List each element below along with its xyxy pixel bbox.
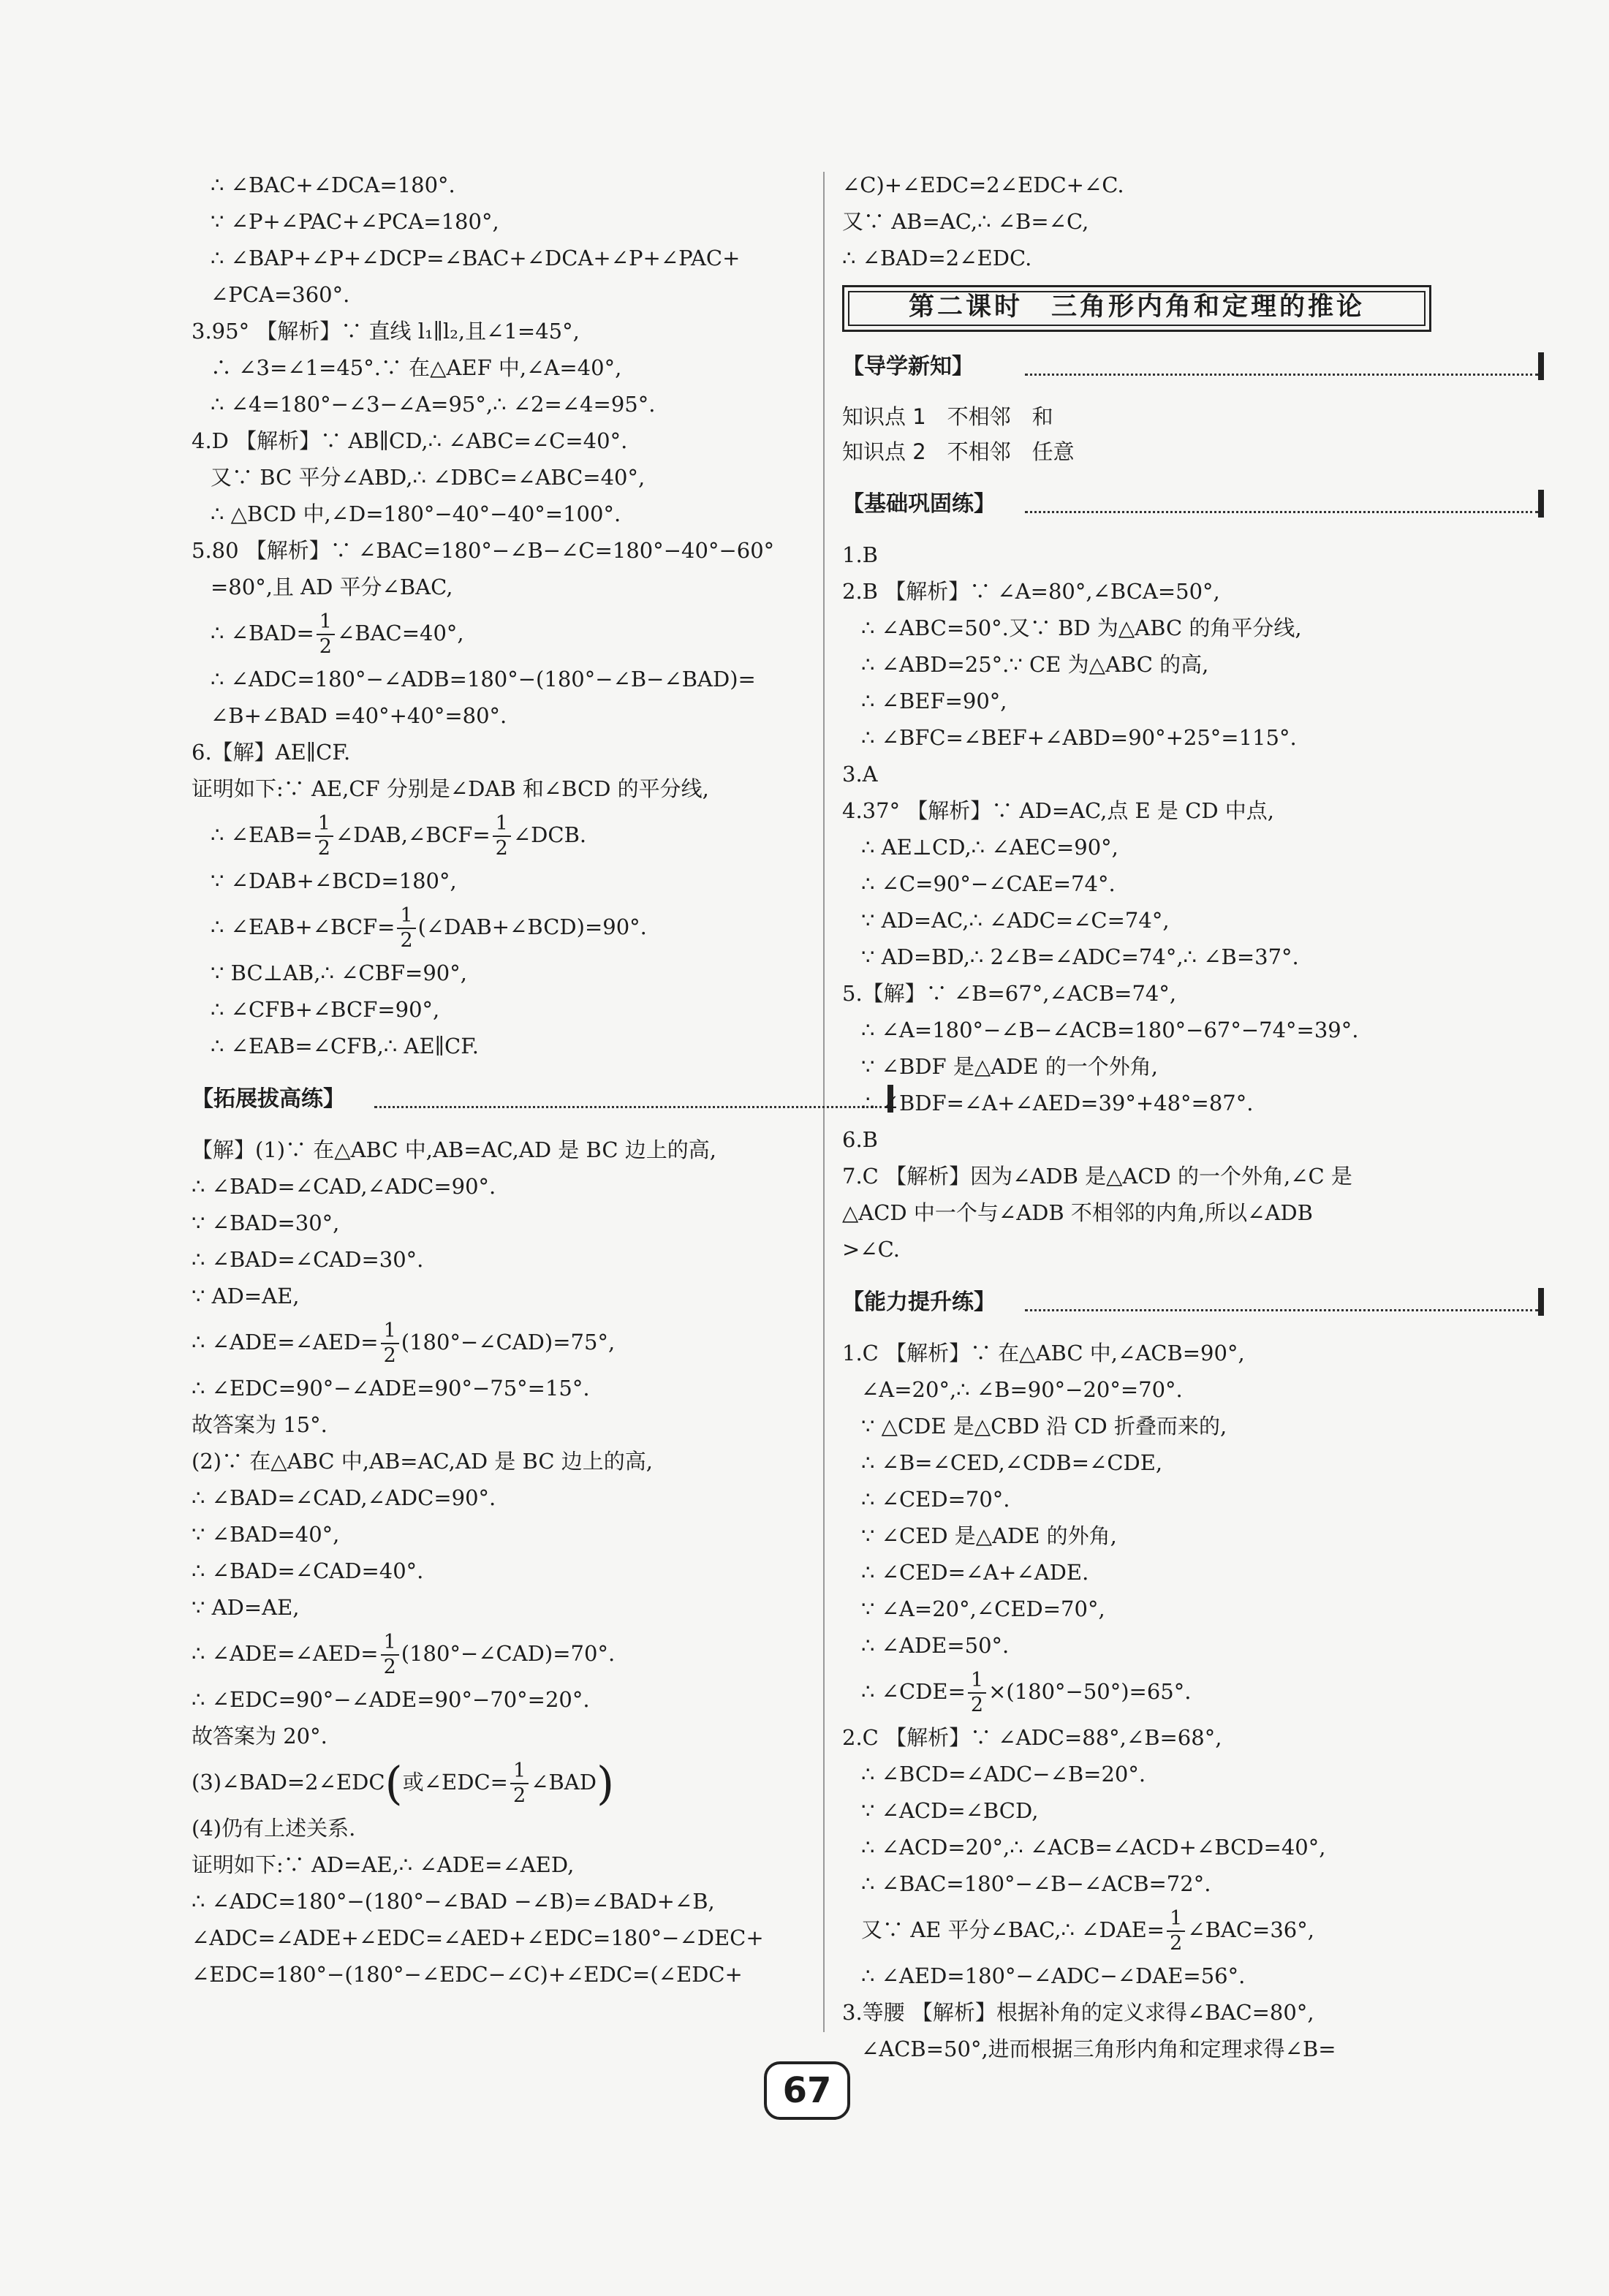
text-line: ∴ ∠BAD=∠CAD,∠ADC=90°. xyxy=(192,1485,496,1510)
text: ∠DCB. xyxy=(512,822,587,847)
text: (∠DAB+∠BCD)=90°. xyxy=(417,914,647,939)
p1-fraction-line xyxy=(192,1314,893,1370)
text: ∠DAB,∠BCF= xyxy=(335,822,491,847)
text-line: ∴ ∠ADC=180°−∠ADB=180°−(180°−∠B−∠BAD)= xyxy=(211,667,756,692)
text-line: ∠EDC=180°−(180°−∠EDC−∠C)+∠EDC=(∠EDC+ xyxy=(192,1962,743,1987)
text: ∴ ∠EAB+∠BCF= xyxy=(211,914,395,939)
p3-line xyxy=(192,1754,893,1810)
text-line: ∵ AD=AE, xyxy=(192,1284,300,1308)
numerator: 1 xyxy=(493,812,511,837)
text-line: ∴ ∠EDC=90°−∠ADE=90°−70°=20°. xyxy=(192,1687,590,1712)
ability-answers xyxy=(842,1335,1544,1664)
text: 又∵ AE 平分∠BAC,∴ ∠DAE= xyxy=(861,1917,1165,1942)
text-line: 4.37° 【解析】∵ AD=AC,点 E 是 CD 中点, xyxy=(842,798,1275,823)
text-line: △ACD 中一个与∠ADB 不相邻的内角,所以∠ADB xyxy=(842,1200,1313,1225)
knowledge-points xyxy=(842,399,1544,469)
a2-block xyxy=(842,1719,1544,1902)
text-line: ∵ ∠ACD=∠BCD, xyxy=(861,1798,1039,1823)
numerator: 1 xyxy=(317,610,335,635)
fraction-half xyxy=(315,812,333,860)
fraction-half xyxy=(317,610,335,659)
text-line: ∴ ∠EAB=∠CFB,∴ AE∥CF. xyxy=(211,1034,480,1058)
a2-after-block xyxy=(842,1958,1544,2067)
fraction-half xyxy=(1167,1907,1185,1955)
text-line: ∴ ∠BAC+∠DCA=180°. xyxy=(211,173,455,197)
text-line: ∠ACB=50°,进而根据三角形内角和定理求得∠B= xyxy=(861,2037,1336,2061)
numerator: 1 xyxy=(1167,1907,1185,1932)
text-line: 3.95° 【解析】∵ 直线 l₁∥l₂,且∠1=45°, xyxy=(192,319,580,344)
p2-fraction-line xyxy=(192,1626,893,1681)
left-paren: ( xyxy=(385,1757,403,1810)
denominator: 2 xyxy=(319,635,332,658)
text-line: ∴ ∠CFB+∠BCF=90°, xyxy=(211,997,440,1022)
numerator: 1 xyxy=(315,812,333,837)
text: ∴ ∠ADE=∠AED= xyxy=(192,1641,379,1666)
text-line: 5.【解】∵ ∠B=67°,∠ACB=74°, xyxy=(842,981,1177,1006)
dotted-leader xyxy=(1025,1309,1538,1311)
section-end-bar xyxy=(1538,352,1544,380)
text-line: ∴ ∠CED=∠A+∠ADE. xyxy=(861,1560,1089,1585)
q6-after-block xyxy=(192,955,893,1064)
text: (180°−∠CAD)=75°, xyxy=(401,1330,616,1355)
text: ∠BAD xyxy=(531,1770,597,1795)
text-line: ∠ADC=∠ADE+∠EDC=∠AED+∠EDC=180°−∠DEC+ xyxy=(192,1925,764,1950)
text-line: 3.等腰 【解析】根据补角的定义求得∠BAC=80°, xyxy=(842,2000,1314,2025)
section-ability-header xyxy=(842,1281,1544,1325)
q6-fraction-line-b xyxy=(192,899,893,955)
section-title: 【基础巩固练】 xyxy=(842,491,996,517)
q5-fraction-line xyxy=(192,605,893,661)
text-line: ∴ ∠A=180°−∠B−∠ACB=180°−67°−74°=39°. xyxy=(861,1018,1359,1042)
text-line: 1.B xyxy=(842,542,878,567)
text-line: ∴ ∠EDC=90°−∠ADE=90°−75°=15°. xyxy=(192,1376,590,1401)
text-line: 4.D 【解析】∵ AB∥CD,∴ ∠ABC=∠C=40°. xyxy=(192,428,628,453)
text-line: ∴ ∠ABC=50°.又∵ BD 为△ABC 的角平分线, xyxy=(861,615,1302,640)
q6-fraction-line-a xyxy=(192,807,893,863)
text-line: ∴ ∠4=180°−∠3−∠A=95°,∴ ∠2=∠4=95°. xyxy=(211,392,656,417)
numerator: 1 xyxy=(968,1669,986,1694)
lesson-title-box: 第二课时 三角形内角和定理的推论 xyxy=(842,285,1431,332)
text-line: ∴ ∠BFC=∠BEF+∠ABD=90°+25°=115°. xyxy=(861,725,1297,750)
text: ∴ ∠EAB= xyxy=(211,822,313,847)
text-line: 2.C 【解析】∵ ∠ADC=88°,∠B=68°, xyxy=(842,1725,1222,1750)
text: ∠BAC=40°, xyxy=(336,621,464,645)
page-number: 67 xyxy=(764,2061,850,2120)
text-line: ∴ ∠ABD=25°.∵ CE 为△ABC 的高, xyxy=(861,652,1209,677)
text-line: 3.A xyxy=(842,762,878,787)
text-line: 5.80 【解析】∵ ∠BAC=180°−∠B−∠C=180°−40°−60° xyxy=(192,538,775,563)
p1-after-block xyxy=(192,1370,893,1626)
p1-block xyxy=(192,1132,893,1314)
text-line: ∵ ∠BDF 是△ADE 的一个外角, xyxy=(861,1054,1158,1079)
section-title: 【导学新知】 xyxy=(842,354,974,379)
fraction-half xyxy=(968,1669,986,1717)
text-line: ∴ △BCD 中,∠D=180°−40°−40°=100°. xyxy=(211,501,621,526)
text-line: ∵ ∠CED 是△ADE 的外角, xyxy=(861,1523,1117,1548)
text-line: ∵ ∠P+∠PAC+∠PCA=180°, xyxy=(211,209,499,234)
right-column xyxy=(842,167,1544,2067)
section-end-bar xyxy=(1538,490,1544,518)
numerator: 1 xyxy=(397,904,415,929)
text-line: ∵ BC⊥AB,∴ ∠CBF=90°, xyxy=(211,961,467,985)
text: (3)∠BAD=2∠EDC xyxy=(192,1770,385,1795)
text-line: 证明如下:∵ AE,CF 分别是∠DAB 和∠BCD 的平分线, xyxy=(192,776,709,801)
text-line: ∴ ∠CED=70°. xyxy=(861,1487,1010,1512)
denominator: 2 xyxy=(383,1344,396,1367)
text-line: >∠C. xyxy=(842,1237,900,1262)
text-line: ∴ ∠C=90°−∠CAE=74°. xyxy=(861,871,1116,896)
basic-answers xyxy=(842,537,1544,1268)
text-line: ∵ AD=BD,∴ 2∠B=∠ADC=74°,∴ ∠B=37°. xyxy=(861,944,1299,969)
left-top-block xyxy=(192,167,893,605)
text: (180°−∠CAD)=70°. xyxy=(401,1641,616,1666)
denominator: 2 xyxy=(1170,1932,1183,1955)
text: 或∠EDC= xyxy=(402,1770,508,1795)
section-basic-header xyxy=(842,482,1544,526)
text-line: ∴ ∠BAD=∠CAD,∠ADC=90°. xyxy=(192,1174,496,1199)
text-line: =80°,且 AD 平分∠BAC, xyxy=(211,575,453,599)
text-line: ∴ ∠ADE=50°. xyxy=(861,1633,1010,1658)
text-line: 证明如下:∵ AD=AE,∴ ∠ADE=∠AED, xyxy=(192,1852,575,1877)
fraction-half xyxy=(510,1759,529,1808)
text-line: 7.C 【解析】因为∠ADB 是△ACD 的一个外角,∠C 是 xyxy=(842,1164,1352,1189)
p2-after-block xyxy=(192,1681,893,1754)
text-line: ∴ ∠ACD=20°,∴ ∠ACB=∠ACD+∠BCD=40°, xyxy=(861,1835,1326,1860)
p4-block xyxy=(192,1810,893,1993)
denominator: 2 xyxy=(400,929,413,952)
text-line: 6.B xyxy=(842,1127,878,1152)
left-column xyxy=(192,167,893,1993)
fraction-half xyxy=(381,1631,399,1679)
knowledge-point: 知识点 1 不相邻 和 xyxy=(842,404,1053,429)
right-paren: ) xyxy=(596,1757,615,1810)
a2-fraction-line xyxy=(842,1902,1544,1958)
numerator: 1 xyxy=(381,1631,399,1656)
text-line: 2.B 【解析】∵ ∠A=80°,∠BCA=50°, xyxy=(842,579,1220,604)
text-line: ∴ ∠B=∠CED,∠CDB=∠CDE, xyxy=(861,1450,1163,1475)
dotted-leader xyxy=(374,1106,887,1108)
text-line: ∴ ∠ADC=180°−(180°−∠BAD −∠B)=∠BAD+∠B, xyxy=(192,1889,715,1914)
denominator: 2 xyxy=(495,837,508,860)
section-guide-header xyxy=(842,345,1544,389)
text: ×(180°−50°)=65°. xyxy=(988,1679,1192,1704)
text: ∴ ∠CDE= xyxy=(861,1679,966,1704)
right-top-block xyxy=(842,167,1544,276)
text-line: ∴ ∠AED=180°−∠ADC−∠DAE=56°. xyxy=(861,1963,1246,1988)
text-line: 【解】(1)∵ 在△ABC 中,AB=AC,AD 是 BC 边上的高, xyxy=(192,1137,716,1162)
a1-fraction-line xyxy=(842,1664,1544,1719)
text-line: ∵ AD=AE, xyxy=(192,1595,300,1620)
fraction-half xyxy=(381,1319,399,1368)
numerator: 1 xyxy=(381,1319,399,1344)
text-line: ∵ ∠BAD=30°, xyxy=(192,1210,340,1235)
text-line: ∵ △CDE 是△CBD 沿 CD 折叠而来的, xyxy=(861,1414,1227,1439)
text-line: ∠PCA=360°. xyxy=(211,282,350,307)
text-line: ∴ AE⊥CD,∴ ∠AEC=90°, xyxy=(861,835,1118,860)
text-line: ∴ ∠BAD=∠CAD=30°. xyxy=(192,1247,424,1272)
fraction-half xyxy=(493,812,511,860)
q6-mid-line: ∵ ∠DAB+∠BCD=180°, xyxy=(211,868,457,893)
text-line: ∵ AD=AC,∴ ∠ADC=∠C=74°, xyxy=(861,908,1170,933)
section-expand-header xyxy=(192,1077,893,1121)
text: ∴ ∠ADE=∠AED= xyxy=(192,1330,379,1355)
text-line: ∠A=20°,∴ ∠B=90°−20°=70°. xyxy=(861,1377,1183,1402)
numerator: 1 xyxy=(510,1759,529,1784)
denominator: 2 xyxy=(512,1784,526,1807)
text-line: ∠C)+∠EDC=2∠EDC+∠C. xyxy=(842,173,1124,197)
denominator: 2 xyxy=(317,837,330,860)
text: ∴ ∠BAD= xyxy=(211,621,314,645)
text-line: ∴ ∠BEF=90°, xyxy=(861,689,1007,713)
text-line: 故答案为 20°. xyxy=(192,1724,328,1748)
text-line: (2)∵ 在△ABC 中,AB=AC,AD 是 BC 边上的高, xyxy=(192,1449,653,1474)
text-line: (4)仍有上述关系. xyxy=(192,1816,356,1841)
denominator: 2 xyxy=(383,1656,396,1678)
text-line: 故答案为 15°. xyxy=(192,1412,328,1437)
text: ∠BAC=36°, xyxy=(1187,1917,1314,1942)
text-line: 又∵ BC 平分∠ABD,∴ ∠DBC=∠ABC=40°, xyxy=(211,465,646,490)
q5-after-block xyxy=(192,661,893,807)
dotted-leader xyxy=(1025,511,1538,513)
dotted-leader xyxy=(1025,374,1538,376)
text-line: ∴ ∠BAD=∠CAD=40°. xyxy=(192,1558,424,1583)
fraction-half xyxy=(397,904,415,952)
text-line: ∴ ∠3=∠1=45°.∵ 在△AEF 中,∠A=40°, xyxy=(211,355,622,380)
text-line: ∴ ∠BDF=∠A+∠AED=39°+48°=87°. xyxy=(861,1091,1254,1115)
text-line: 6.【解】AE∥CF. xyxy=(192,740,351,765)
text-line: ∴ ∠BCD=∠ADC−∠B=20°. xyxy=(861,1762,1146,1787)
text-line: ∴ ∠BAC=180°−∠B−∠ACB=72°. xyxy=(861,1871,1211,1896)
text-line: 又∵ AB=AC,∴ ∠B=∠C, xyxy=(842,209,1089,234)
section-title: 【拓展拔高练】 xyxy=(192,1086,345,1112)
text-line: ∴ ∠BAD=2∠EDC. xyxy=(842,246,1032,270)
text-line: ∵ ∠A=20°,∠CED=70°, xyxy=(861,1596,1105,1621)
denominator: 2 xyxy=(970,1694,984,1716)
section-title: 【能力提升练】 xyxy=(842,1289,996,1315)
text-line: ∵ ∠BAD=40°, xyxy=(192,1522,340,1547)
text-line: ∠B+∠BAD =40°+40°=80°. xyxy=(211,703,507,728)
text-line: ∴ ∠BAP+∠P+∠DCP=∠BAC+∠DCA+∠P+∠PAC+ xyxy=(211,246,741,270)
knowledge-point: 知识点 2 不相邻 任意 xyxy=(842,439,1075,464)
section-end-bar xyxy=(1538,1288,1544,1316)
text-line: 1.C 【解析】∵ 在△ABC 中,∠ACB=90°, xyxy=(842,1341,1245,1365)
